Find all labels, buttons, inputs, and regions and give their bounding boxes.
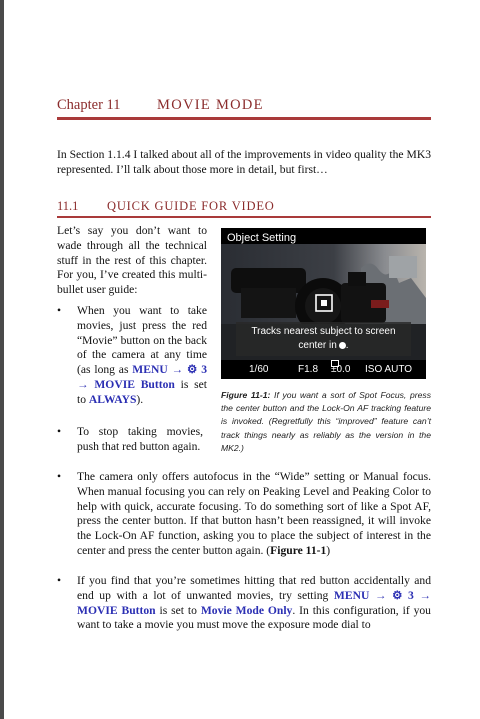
figure-caption	[221, 389, 431, 455]
menu-path-link[interactable]: MENU → ⚙ 3 → MOVIE Button	[77, 363, 208, 391]
bullet-text-part: . In this configuration, if you want to take a movie you must move the exposure mode dial to	[77, 603, 431, 632]
bullet-text: To stop taking movies, push that red button again.	[77, 425, 203, 453]
tracking-message-line1: Tracks nearest subject to screen	[251, 326, 396, 337]
intro-paragraph: In Section 1.1.4 I talked about all of the improvements in video quality the MK3 represented. I’ll talk about those more in detail, but first…	[57, 148, 431, 176]
chapter-heading	[57, 97, 431, 114]
bullet-symbol: •	[57, 470, 62, 483]
chapter-title: MOVIE MODE	[157, 97, 264, 113]
bullet-item-movie-mode-only	[57, 574, 431, 644]
center-button-icon	[339, 342, 346, 349]
bullet-item-autofocus	[57, 470, 431, 570]
caption-lead: Figure 11-1:	[221, 390, 271, 400]
figure-camera-screen	[221, 228, 426, 379]
bullet-text	[77, 304, 207, 408]
bullet-item-start-movie	[57, 304, 207, 424]
section-rule	[57, 216, 431, 218]
guide-intro-paragraph: Let’s say you don’t want to wade through all the technical stuff in the rest of this chapter. For you, I’ve created this multi-bullet user guide:	[57, 224, 207, 297]
bullet-text	[77, 470, 431, 559]
aperture-value: F1.8	[298, 364, 319, 375]
bullet-text	[77, 574, 431, 633]
tracking-message-box	[236, 322, 411, 356]
bullet-text-part: is set to	[77, 377, 207, 406]
figure-reference[interactable]: Figure 11-1	[270, 543, 327, 557]
camera-photo-illustration	[221, 228, 426, 379]
message-period: .	[345, 340, 349, 351]
bullet-text-part: ).	[136, 392, 144, 406]
exposure-comp-value: ±0.0	[331, 364, 351, 375]
shutter-speed: 1/60	[249, 364, 269, 375]
bullet-text-part: is set to	[155, 603, 201, 617]
bullet-text-part: If you find that you’re sometimes hitting that red button accidentally and end up with a lot of unwanted movies, try setting	[77, 574, 431, 602]
bullet-text-part: When you want to take movies, just press the red “Movie” button on the back of the camera at any time (as long as	[77, 304, 207, 377]
caption-text: If you want a sort of Spot Focus, press the center button and the Lock-On AF tracking feature is invoked. (Regretfully this “improved” feature can’t track things nearly as reliably as the version in the MK2.)	[221, 390, 432, 453]
bullet-text-part: )	[326, 543, 331, 557]
iso-setting: ISO AUTO	[365, 364, 413, 375]
bullet-symbol: •	[57, 425, 62, 438]
bullet-text-part: The camera only offers autofocus in the “Wide” setting or Manual focus. When manual focusing you can rely on Peaking Level and Peaking Color to help with quick, accurate focusing. To do something sort of like a Spot AF, press the center button. If that button hasn’t been reassigned, it will invoke the Lock-On AF function, asking you to place the subject of interest in the center and press the center button again. (	[77, 470, 431, 557]
section-number: 11.1	[57, 199, 79, 213]
bullet-symbol: •	[57, 574, 62, 587]
chapter-number: Chapter 11	[57, 97, 121, 113]
setting-value-always: ALWAYS	[88, 392, 137, 406]
setting-value-movie-mode-only: Movie Mode Only	[200, 603, 293, 617]
page-edge-rule	[0, 0, 4, 719]
screen-title: Object Setting	[227, 232, 297, 244]
menu-path-link[interactable]: MENU → ⚙ 3 → MOVIE Button	[77, 588, 431, 617]
tracking-message-line2: center in	[298, 340, 337, 351]
section-heading	[57, 199, 431, 214]
section-title: QUICK GUIDE FOR VIDEO	[107, 199, 275, 213]
chapter-rule	[57, 117, 431, 120]
exposure-status-bar	[221, 360, 426, 379]
bullet-symbol: •	[57, 304, 62, 317]
bullet-item-stop-movie	[57, 425, 207, 470]
